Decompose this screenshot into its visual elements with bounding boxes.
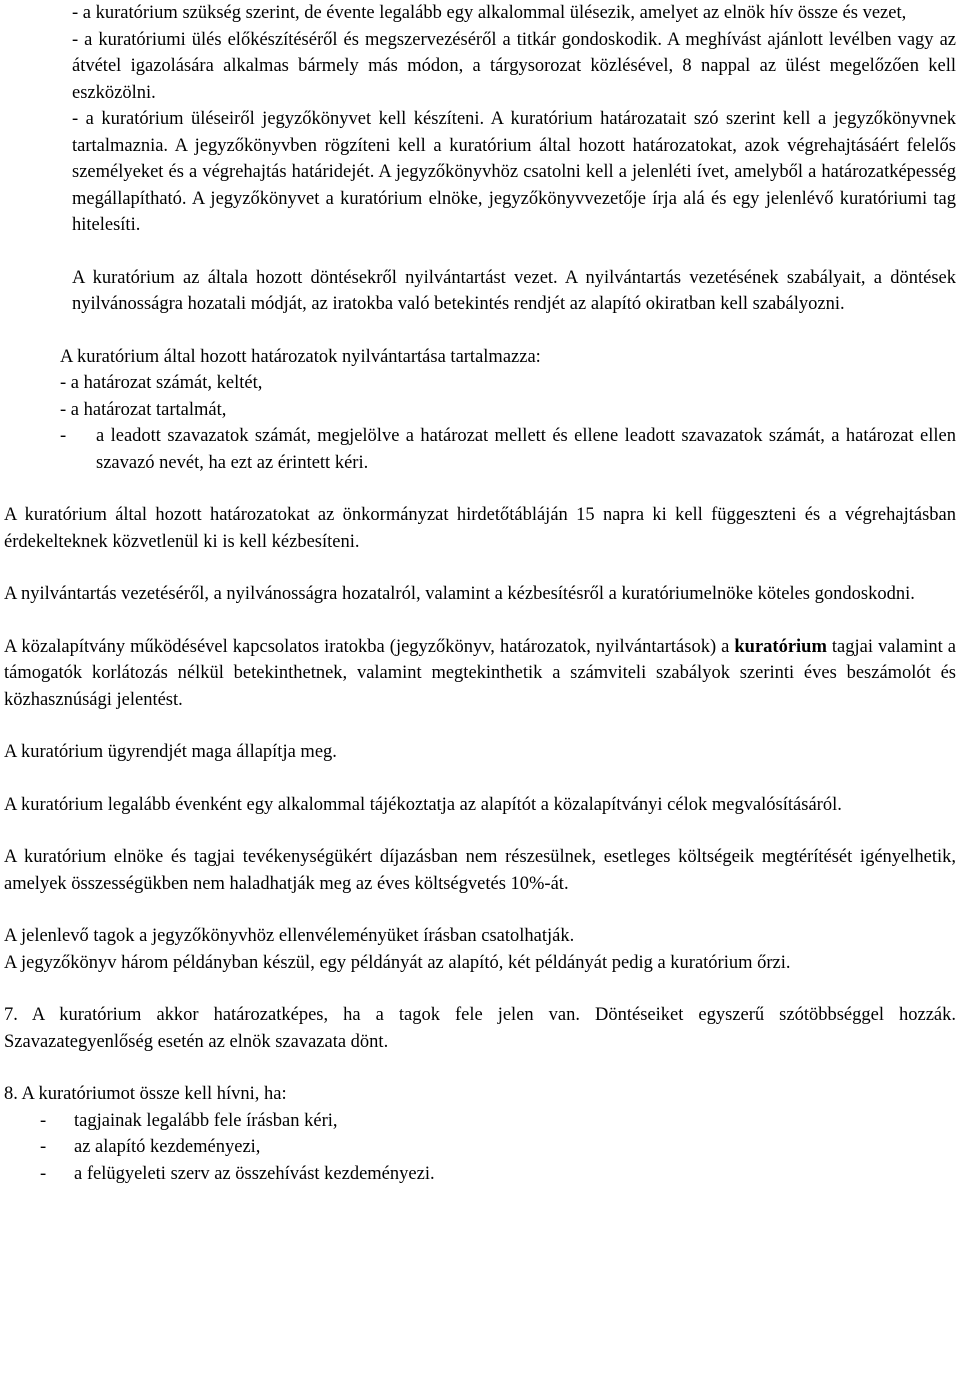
paragraph: A jelenlevő tagok a jegyzőkönyvhöz ellenvéleményüket írásban csatolhatják. bbox=[4, 926, 575, 946]
list-item-text: tagjainak legalább fele írásban kéri, bbox=[74, 1110, 338, 1131]
list-item-text: a felügyeleti szerv az összehívást kezdeményezi. bbox=[74, 1163, 435, 1184]
paragraph: A kuratórium által hozott határozatokat az önkormányzat hirdetőtábláján 15 napra ki kell függeszteni és a végrehajtásban érdekelteknek közvetlenül ki is kell kézbesíteni. bbox=[4, 505, 956, 552]
meeting-rules-block bbox=[0, 0, 960, 239]
body-block bbox=[0, 502, 960, 1187]
paragraph: A nyilvántartás vezetéséről, a nyilvánosságra hozatalról, valamint a kézbesítésről a kuratóriumelnöke köteles gondoskodni. bbox=[4, 584, 915, 604]
paragraph: 7. A kuratórium akkor határozatképes, ha a tagok fele jelen van. Döntéseiket egyszerű szótöbbséggel hozzák. Szavazategyenlőség esetén az elnök szavazata dönt. bbox=[4, 1005, 956, 1052]
list-dash: - bbox=[40, 1110, 47, 1131]
text-run: tagjai valamint a támogatók korlátozás nélkül betekinthetnek, valamint megtekinthetik a számviteli szabályok szerinti éves beszámolót és közhasznúsági jelentést. bbox=[4, 636, 956, 710]
paragraph: A kuratórium elnöke és tagjai tevékenységükért díjazásban nem részesülnek, esetleges költségeik megtérítését igényelhetik, amelyek összességükben nem haladhatják meg az éves költségvetés 10%-át. bbox=[4, 847, 956, 894]
paragraph: - a kuratóriumi ülés előkészítéséről és megszervezéséről a titkár gondoskodik. A meghívást ajánlott levélben vagy az átvétel igazolására alkalmas bármely más módon, a tárgysorozat közlésével, 8 nappal az ülést megelőzően kell eszközölni. bbox=[72, 29, 956, 103]
register-block bbox=[0, 265, 960, 318]
register-contents-block bbox=[0, 344, 960, 477]
convocation-list bbox=[4, 1108, 956, 1188]
list-item bbox=[4, 1134, 956, 1161]
paragraph: - a kuratórium üléseiről jegyzőkönyvet kell készíteni. A kuratórium határozatait szó szerint kell a jegyzőkönyvnek tartalmaznia. A jegyzőkönyvben rögzíteni kell a kuratórium által hozott határozatokat, azok végrehajtásáért felelős személyeket és a végrehajtás határidejét. A jegyzőkönyvhöz csatolni kell a jelenléti ívet, amelyből a határozatképesség megállapítható. A jegyzőkönyvet a kuratórium elnöke, jegyzőkönyvvezetője írja alá és egy jelenlévő kuratóriumi tag hitelesíti. bbox=[72, 109, 956, 235]
paragraph bbox=[4, 634, 956, 714]
list-item bbox=[4, 1161, 956, 1188]
list-dash: - bbox=[60, 426, 67, 446]
list-item: - a határozat tartalmát, bbox=[60, 399, 227, 420]
list-item: - a határozat számát, keltét, bbox=[60, 373, 263, 393]
list-item bbox=[60, 423, 956, 476]
paragraph: A kuratórium ügyrendjét maga állapítja meg. bbox=[4, 742, 337, 762]
list-item bbox=[4, 1108, 956, 1135]
paragraph: 8. A kuratóriumot össze kell hívni, ha: bbox=[4, 1084, 287, 1104]
list-item-text: az alapító kezdeményezi, bbox=[74, 1137, 261, 1157]
paragraph: A kuratórium legalább évenként egy alkalommal tájékoztatja az alapítót a közalapítványi célok megvalósításáról. bbox=[4, 794, 842, 815]
paragraph: A kuratórium az általa hozott döntésekről nyilvántartást vezet. A nyilvántartás vezetésének szabályait, a döntések nyilvánosságra hozatali módját, az iratokba való betekintés rendjét az alapító okiratban kell szabályozni. bbox=[72, 267, 956, 314]
list-dash: - bbox=[40, 1163, 47, 1184]
paragraph: A jegyzőkönyv három példányban készül, egy példányát az alapító, két példányát pedig a kuratórium őrzi. bbox=[4, 952, 791, 973]
paragraph: - a kuratórium szükség szerint, de évente legalább egy alkalommal ülésezik, amelyet az elnök hív össze és vezet, bbox=[72, 3, 907, 23]
paragraph: A kuratórium által hozott határozatok nyilvántartása tartalmazza: bbox=[60, 346, 541, 367]
list-item-text: a leadott szavazatok számát, megjelölve a határozat mellett és ellene leadott szavazatok számát, a határozat ellen szavazó nevét, ha ezt az érintett kéri. bbox=[96, 426, 956, 473]
list-dash: - bbox=[40, 1137, 47, 1157]
text-run: A közalapítvány működésével kapcsolatos iratokba (jegyzőkönyv, határozatok, nyilvántartások) a bbox=[4, 636, 730, 657]
bold-text-run: kuratórium bbox=[734, 636, 827, 657]
